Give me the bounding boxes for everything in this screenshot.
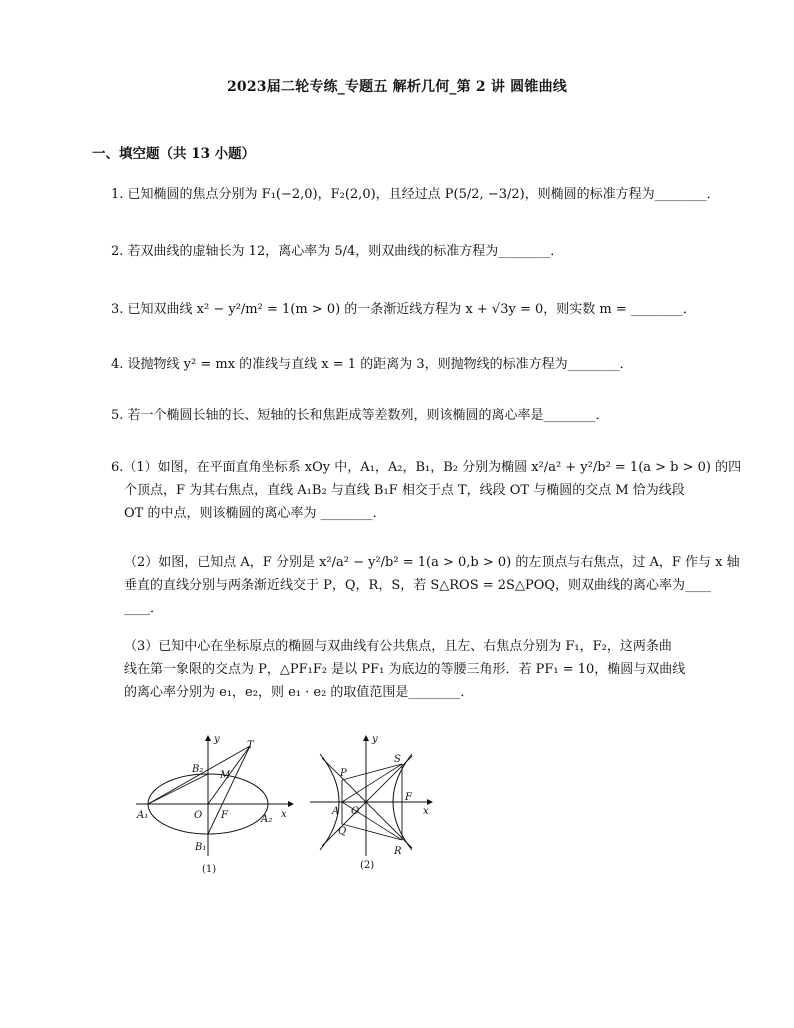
text-line: OT 的中点，则该椭圆的离心率为 ________． (124, 506, 386, 521)
point-label-A: A (332, 806, 340, 817)
section-heading: 一、填空题（共 13 小题） (92, 146, 256, 162)
point-label-B1: B₁ (195, 842, 207, 853)
question-4: 4. 设抛物线 y² = mx 的准线与直线 x = 1 的距离为 3，则抛物线的标准方程为________． (111, 357, 633, 372)
text-line: 的离心率分别为 e₁，e₂，则 e₁ · e₂ 的取值范围是________． (124, 685, 474, 700)
axis-label-x: x (423, 806, 429, 817)
point-label-O: O (351, 806, 360, 817)
point-label-S: S (394, 754, 401, 765)
question-6-part-1 (111, 456, 742, 525)
question-6-part-2 (124, 551, 740, 620)
question-2: 2. 若双曲线的虚轴长为 12，离心率为 5/4，则双曲线的标准方程为________． (111, 244, 564, 259)
question-6-part-3 (124, 635, 736, 704)
point-label-A1: A₁ (137, 810, 149, 821)
text-line: ____． (124, 601, 164, 616)
question-5: 5. 若一个椭圆长轴的长、短轴的长和焦距成等差数列，则该椭圆的离心率是________． (111, 408, 609, 423)
point-label-B2: B₂ (192, 764, 204, 775)
point-label-A2: A₂ (261, 814, 273, 825)
text-line: 线在第一象限的交点为 P，△PF₁F₂ 是以 PF₁ 为底边的等腰三角形．若 PF₁ = 10，椭圆与双曲线 (124, 662, 686, 677)
point-label-R: R (394, 846, 402, 857)
point-label-T: T (247, 740, 254, 751)
point-label-O: O (194, 810, 203, 821)
point-label-Q: Q (338, 826, 347, 837)
point-label-F: F (405, 792, 412, 803)
question-3: 3. 已知双曲线 x² − y²/m² = 1(m > 0) 的一条渐近线方程为 x + √3y = 0，则实数 m = ________． (111, 302, 696, 317)
axis-label-y: y (214, 734, 220, 745)
text-line: 个顶点，F 为其右焦点，直线 A₁B₂ 与直线 B₁F 相交于点 T，线段 OT 与椭圆的交点 M 恰为线段 (124, 483, 685, 498)
text-line: 6.（1）如图，在平面直角坐标系 xOy 中，A₁，A₂，B₁，B₂ 分别为椭圆 x²/a² + y²/b² = 1(a > b > 0) 的四 (111, 460, 742, 475)
point-label-P: P (340, 768, 347, 779)
axis-label-y: y (372, 734, 378, 745)
text-line: （3）已知中心在坐标原点的椭圆与双曲线有公共焦点，且左、右焦点分别为 F₁，F₂，这两条曲 (124, 639, 672, 654)
point-label-F: F (221, 810, 228, 821)
question-1: 1. 已知椭圆的焦点分别为 F₁(−2,0)，F₂(2,0)，且经过点 P(5/2, −3/2)，则椭圆的标准方程为________． (111, 187, 720, 202)
point-label-M: M (220, 770, 231, 781)
figure-ellipse (128, 730, 298, 862)
text-line: （2）如图，已知点 A，F 分别是 x²/a² − y²/b² = 1(a > 0,b > 0) 的左顶点与右焦点，过 A，F 作与 x 轴 (124, 555, 740, 570)
figure-2-caption: (2) (360, 860, 375, 871)
text-line: 垂直的直线分别与两条渐近线交于 P，Q，R，S，若 S△ROS = 2S△POQ，则双曲线的离心率为____ (124, 578, 712, 593)
page-title: 2023届二轮专练_专题五 解析几何_第 2 讲 圆锥曲线 (226, 79, 567, 95)
figure-1-caption: (1) (202, 864, 217, 875)
axis-label-x: x (281, 809, 287, 820)
figure-hyperbola (306, 730, 446, 862)
